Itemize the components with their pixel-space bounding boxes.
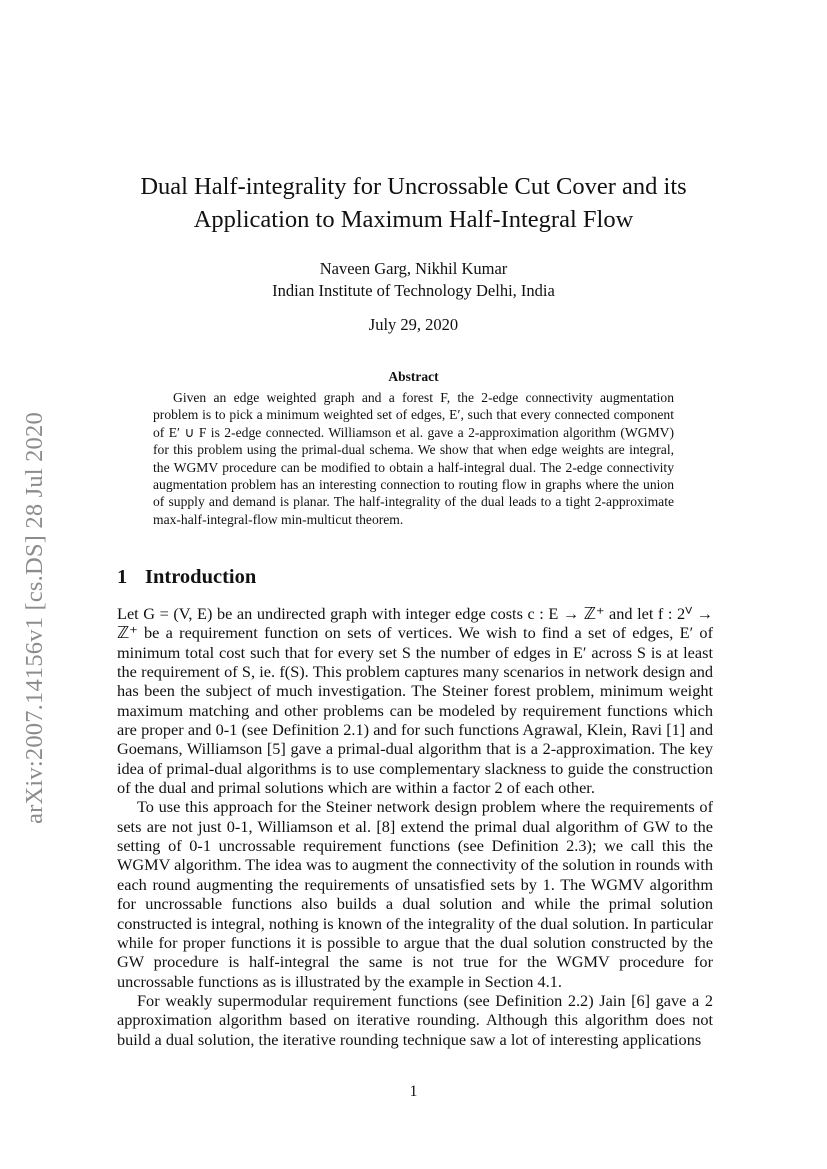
arxiv-identifier-text: arXiv:2007.14156v1 [cs.DS] 28 Jul 2020 <box>21 412 49 824</box>
title-line-2: Application to Maximum Half-Integral Flow <box>193 206 634 233</box>
paper-date: July 29, 2020 <box>368 315 459 334</box>
section-title: Introduction <box>145 566 257 588</box>
paper-title <box>100 170 727 236</box>
section-heading-introduction <box>117 566 256 589</box>
paragraph-2: To use this approach for the Steiner network design problem where the requirements of sets are not just 0-1, Williamson et al. [8] extend the primal dual algorithm of GW to the setting of 0-1 uncrossable requirement functions (see Definition 2.3); we call this the WGMV algorithm. The idea was to augment the connectivity of the solution in rounds with each round augmenting the requirements of unsatisfied sets by 1. The WGMV algorithm for uncrossable functions also builds a dual solution and while the primal solution constructed is integral, nothing is known of the integrality of the dual solution. In particular while for proper functions it is possible to argue that the dual solution constructed by the GW procedure is half-integral the same is not true for the WGMV procedure for uncrossable functions as is illustrated by the example in Section 4.1. <box>117 797 713 991</box>
author-block <box>100 258 727 302</box>
author-names: Naveen Garg, Nikhil Kumar <box>319 259 508 278</box>
abstract-body: Given an edge weighted graph and a forest F, the 2-edge connectivity augmentation problem is to pick a minimum weighted set of edges, E′, such that every connected component of E′ ∪ F is 2-edge connected. Williamson et al. gave a 2-approximation algorithm (WGMV) for this problem using the primal-dual schema. We show that when edge weights are integral, the WGMV procedure can be modified to obtain a half-integral dual. The 2-edge connectivity augmentation problem has an interesting connection to routing flow in graphs where the union of supply and demand is planar. The half-integrality of the dual leads to a tight 2-approximate max-half-integral-flow min-multicut theorem. <box>153 390 674 527</box>
title-line-1: Dual Half-integrality for Uncrossable Cut Cover and its <box>140 173 687 200</box>
introduction-body <box>117 604 713 1049</box>
arxiv-identifier-stamp <box>20 378 50 858</box>
page-number: 1 <box>409 1083 418 1100</box>
section-number: 1 <box>117 566 128 588</box>
abstract-heading: Abstract <box>388 369 439 384</box>
author-affiliation: Indian Institute of Technology Delhi, India <box>272 281 555 300</box>
paragraph-3: For weakly supermodular requirement functions (see Definition 2.2) Jain [6] gave a 2 approximation algorithm based on iterative rounding. Although this algorithm does not build a dual solution, the iterative rounding technique saw a lot of interesting applications <box>117 990 713 1049</box>
paragraph-1: Let G = (V, E) be an undirected graph with integer edge costs c : E → ℤ⁺ and let f : 2ⱽ → ℤ⁺ be a requirement function on sets of vertices. We wish to find a set of edges, E′ of minimum total cost such that for every set S the number of edges in E′ across S is at least the requirement of S, ie. f(S). This problem captures many scenarios in network design and has been the subject of much investigation. The Steiner forest problem, minimum weight maximum matching and other problems can be modeled by requirement functions which are proper and 0-1 (see Definition 2.1) and for such functions Agrawal, Klein, Ravi [1] and Goemans, Williamson [5] gave a primal-dual algorithm that is a 2-approximation. The key idea of primal-dual algorithms is to use complementary slackness to guide the construction of the dual and primal solutions which are within a factor 2 of each other. <box>117 604 713 798</box>
